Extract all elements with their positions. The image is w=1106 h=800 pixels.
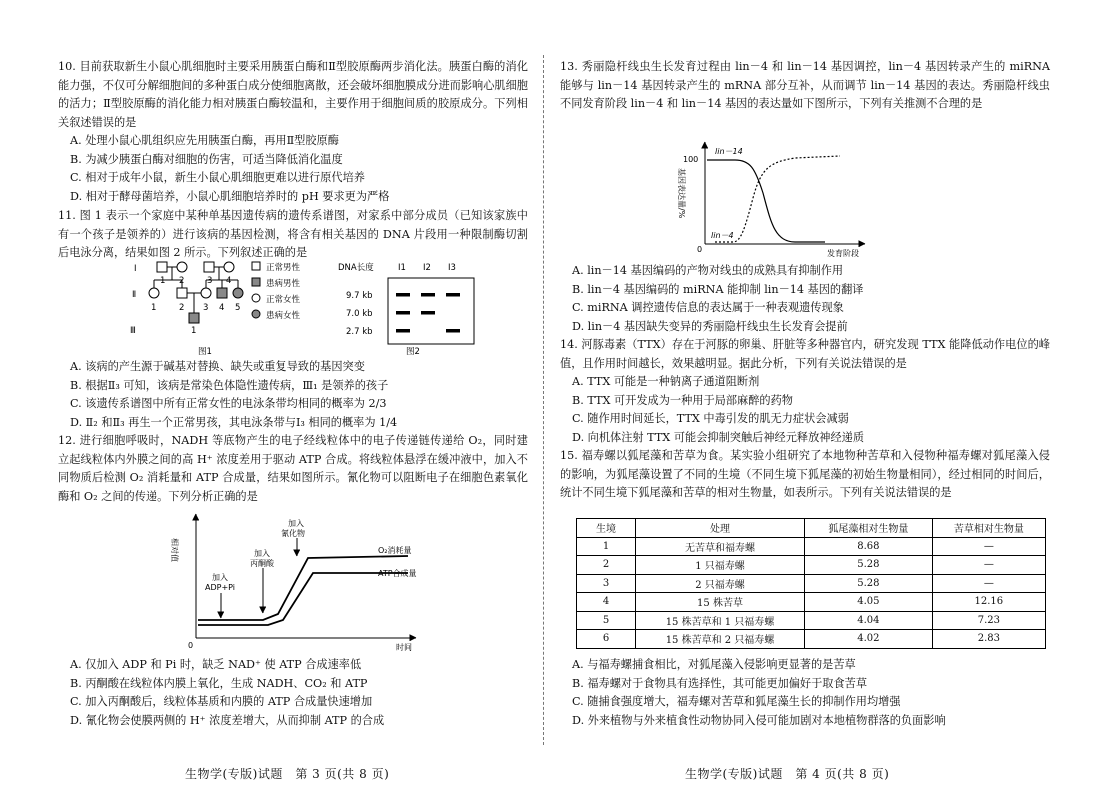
cell: 2.83 (932, 630, 1045, 649)
I2-normal-female (177, 262, 187, 272)
legend-affected-male: 患病男性 (266, 279, 301, 289)
band-label-7.0: 7.0 kb (346, 309, 373, 319)
ann-pyruvate-2: 丙酮酸 (250, 559, 274, 568)
q15-table (576, 518, 1046, 649)
band (396, 329, 410, 333)
gen-I-label: Ⅰ (134, 264, 137, 274)
q15-option-c: C. 随捕食强度增大，福寿螺对苦草和狐尾藻生长的抑制作用均增强 (572, 695, 901, 708)
question-13 (560, 58, 1050, 114)
cell: 4 (577, 593, 636, 612)
q12-xlabel: 时间 (396, 643, 412, 651)
th-treatment: 处理 (636, 519, 805, 538)
lane-I3: Ⅰ3 (448, 263, 456, 273)
q12-option-d: D. 氰化物会使膜两侧的 H⁺ 浓度差增大，从而抑制 ATP 的合成 (70, 713, 385, 727)
band (421, 311, 435, 315)
q13-graph (675, 138, 875, 258)
q14-option-b: B. TTX 可开发成为一种用于局部麻醉的药物 (572, 393, 793, 407)
q15-stem: 15. 福寿螺以狐尾藻和苦草为食。某实验小组研究了本地物种苦草和入侵物种福寿螺对狐尾藻入侵的影响，为狐尾藻设置了不同的生境（不同生境下狐尾藻的初始生物量相同），经过相同的时间后，统计不同生境下狐尾藻和苦草的相对生物量，如表所示。下列有关说法错误的是 (560, 449, 1050, 499)
cell: 6 (577, 630, 636, 649)
q13-option-c: C. miRNA 调控遗传信息的表达属于一种表观遗传现象 (572, 301, 844, 314)
q13-stem: 13. 秀丽隐杆线虫生长发育过程由 lin－4 和 lin－14 基因调控，lin－4 基因转录产生的 miRNA 能够与 lin－14 基因转录产生的 mRNA 部分互补，从而调节 lin－14 基因的表达。秀丽隐杆线虫不同发育阶段 lin－4 和 lin－14 基因的表达量如下图所示，下列有关推测不合理的是 (560, 60, 1050, 110)
cell: 15 株苦草 (636, 593, 805, 612)
fig2-caption: 图2 (406, 347, 420, 357)
cell: — (932, 537, 1045, 556)
q12-graph (168, 508, 428, 651)
legend-normal-male: 正常男性 (266, 263, 301, 273)
cell: 5.28 (805, 574, 933, 593)
electrophoresis-figure (336, 258, 486, 358)
cell: 4.05 (805, 593, 933, 612)
page-footer-right: 生物学(专版)试题 第 4 页(共 8 页) (685, 767, 890, 781)
lin14-label: lin－14 (715, 147, 743, 156)
cell: 4.04 (805, 611, 933, 630)
cell: — (932, 556, 1045, 575)
cell: 15 株苦草和 1 只福寿螺 (636, 611, 805, 630)
ind-label: 2 (179, 303, 185, 313)
q13-xlabel: 发育阶段 (827, 249, 859, 258)
q11-option-b: B. 根据Ⅱ₃ 可知，该病是常染色体隐性遗传病，Ⅲ₁ 是领养的孩子 (70, 378, 389, 392)
band-label-2.7: 2.7 kb (346, 327, 373, 337)
atp-synthesis-line (198, 573, 408, 625)
I1-normal-male (157, 262, 167, 272)
series-o2: O₂消耗量 (378, 546, 412, 555)
dna-length-header: DNA长度 (338, 263, 374, 273)
question-11 (58, 207, 528, 263)
table-header-row (577, 519, 1046, 538)
q12-options (58, 656, 528, 730)
ann-cyanide-1: 加入 (288, 519, 304, 528)
q11-option-c: C. 该遗传系谱图中所有正常女性的电泳条带均相同的概率为 2/3 (70, 397, 387, 410)
th-eelgrass: 苦草相对生物量 (932, 519, 1045, 538)
II1-normal-female (149, 288, 159, 298)
band (421, 293, 435, 297)
q14-option-c: C. 随作用时间延长，TTX 中毒引发的肌无力症状会减弱 (572, 412, 849, 425)
ann-adp-2: ADP+Pi (205, 583, 236, 592)
q12-option-a: A. 仅加入 ADP 和 Pi 时，缺乏 NAD⁺ 使 ATP 合成速率低 (70, 658, 362, 671)
q10-option-d: D. 相对于酵母菌培养，小鼠心肌细胞培养时的 pH 要求更为严格 (70, 189, 390, 203)
ann-cyanide-2: 氰化物 (281, 529, 305, 538)
q14-stem: 14. 河豚毒素（TTX）存在于河豚的卵巢、肝脏等多种器官内，研究发现 TTX 能降低动作电位的峰值，且作用时间越长，效果越明显。据此分析，下列有关说法错误的是 (560, 338, 1050, 370)
lin4-curve (715, 156, 840, 242)
ind-label: 3 (207, 276, 213, 286)
q15-options (560, 656, 1050, 730)
fig1-caption: 图1 (198, 347, 212, 357)
question-15 (560, 447, 1050, 503)
cell: 3 (577, 574, 636, 593)
ind-label: 1 (151, 303, 157, 313)
th-foxtail: 狐尾藻相对生物量 (805, 519, 933, 538)
q14-option-a: A. TTX 可能是一种钠离子通道阻断剂 (572, 375, 760, 388)
q10-option-a: A. 处理小鼠心肌组织应先用胰蛋白酶，再用Ⅱ型胶原酶 (70, 134, 339, 147)
q10-option-b: B. 为减少胰蛋白酶对细胞的伤害，可适当降低消化温度 (70, 152, 343, 166)
ind-label: 5 (235, 303, 241, 313)
q11-stem: 11. 图 1 表示一个家庭中某种单基因遗传病的遗传系谱图，对家系中部分成员（已知该家族中有一个孩子是领养的）进行该病的基因检测，将含有相关基因的 DNA 片段用一种限制酶切割后电泳分离，结果如图 2 所示。下列叙述正确的是 (58, 209, 528, 259)
page-divider (543, 55, 544, 745)
q12-ylabel: 相对值 (170, 538, 179, 562)
q13-ylabel: 基因表达量/% (677, 168, 686, 219)
lin4-label: lin－4 (711, 231, 734, 240)
question-14 (560, 336, 1050, 447)
gen-II-label: Ⅱ (132, 290, 137, 300)
question-10 (58, 58, 528, 206)
cell: 4.02 (805, 630, 933, 649)
q12-origin: 0 (188, 641, 194, 650)
II4-affected-male (217, 288, 227, 298)
q11-option-a: A. 该病的产生源于碱基对替换、缺失或重复导致的基因突变 (70, 360, 365, 373)
cell: 无苦草和福寿螺 (636, 537, 805, 556)
band-label-9.7: 9.7 kb (346, 291, 373, 301)
cell: 5.28 (805, 556, 933, 575)
cell: 5 (577, 611, 636, 630)
ind-label: 1 (160, 276, 166, 286)
lane-I2: Ⅰ2 (423, 263, 431, 273)
q13-options (560, 262, 1050, 336)
II3-normal-female (201, 288, 211, 298)
I3-normal-male (204, 262, 214, 272)
band (396, 311, 410, 315)
ann-adp-1: 加入 (212, 573, 228, 582)
band (446, 293, 460, 297)
q13-option-b: B. lin－4 基因编码的 miRNA 能抑制 lin－14 基因的翻译 (572, 282, 864, 296)
q10-option-c: C. 相对于成年小鼠，新生小鼠心肌细胞更难以进行原代培养 (70, 171, 365, 184)
ind-label: 2 (179, 276, 185, 286)
I4-normal-female (224, 262, 234, 272)
ind-label: 1 (191, 326, 197, 336)
q13-option-a: A. lin－14 基因编码的产物对线虫的成熟具有抑制作用 (572, 264, 844, 277)
lane-I1: Ⅰ1 (398, 263, 406, 273)
ind-label: 4 (219, 303, 225, 313)
th-habitat: 生境 (577, 519, 636, 538)
q12-option-c: C. 加入丙酮酸后，线粒体基质和内膜的 ATP 合成量快速增加 (70, 695, 373, 708)
q13-origin: 0 (697, 245, 703, 254)
question-12 (58, 432, 528, 506)
cell: 7.23 (932, 611, 1045, 630)
cell: 2 (577, 556, 636, 575)
cell: 8.68 (805, 537, 933, 556)
q10-stem: 10. 目前获取新生小鼠心肌细胞时主要采用胰蛋白酶和Ⅱ型胶原酶两步消化法。胰蛋白酶的消化能力强，不仅可分解细胞间的多种蛋白成分使细胞离散，还会破坏细胞膜成分进而影响心肌细胞的活力；Ⅱ型胶原酶的消化能力相对胰蛋白酶较温和，主要作用于细胞间质的胶原成分。下列相关叙述错误的是 (58, 60, 528, 129)
ann-pyruvate-1: 加入 (254, 549, 270, 558)
legend-normal-female: 正常女性 (266, 295, 301, 305)
II2-normal-male (177, 288, 187, 298)
table-row (577, 593, 1046, 612)
table-row (577, 537, 1046, 556)
q13-option-d: D. lin－4 基因缺失变异的秀丽隐杆线虫生长发育会提前 (572, 319, 848, 333)
gen-III-label: Ⅲ (130, 326, 136, 336)
series-atp: ATP合成量 (378, 569, 417, 578)
q12-stem: 12. 进行细胞呼吸时，NADH 等底物产生的电子经线粒体中的电子传递链传递给 O₂，同时建立起线粒体内外膜之间的高 H⁺ 浓度差用于驱动 ATP 合成。将线粒体悬浮在缓冲液中，加入不同物质后检测 O₂ 消耗量和 ATP 合成量，结果如图所示。氰化物可以阻断电子在细胞色素氧化酶和 O₂ 之间的传递。下列分析正确的是 (58, 434, 528, 503)
q14-option-d: D. 向机体注射 TTX 可能会抑制突触后神经元释放神经递质 (572, 430, 865, 444)
legend-affected-female: 患病女性 (266, 311, 301, 321)
band (446, 329, 460, 333)
page-footer-left: 生物学(专版)试题 第 3 页(共 8 页) (185, 767, 390, 781)
lin14-curve (707, 160, 825, 242)
cell: — (932, 574, 1045, 593)
table-row (577, 630, 1046, 649)
III1-affected-male (189, 313, 199, 323)
q15-option-a: A. 与福寿螺捕食相比，对狐尾藻入侵影响更显著的是苦草 (572, 658, 856, 671)
cell: 15 株苦草和 2 只福寿螺 (636, 630, 805, 649)
band (396, 293, 410, 297)
q12-option-b: B. 丙酮酸在线粒体内膜上氧化，生成 NADH、CO₂ 和 ATP (70, 676, 368, 690)
table-row (577, 611, 1046, 630)
pedigree-figure (118, 258, 338, 358)
cell: 12.16 (932, 593, 1045, 612)
ind-label: 4 (226, 276, 232, 286)
y100-label: 100 (683, 155, 699, 164)
q11-options (58, 358, 528, 432)
q15-option-b: B. 福寿螺对于食物具有选择性，其可能更加偏好于取食苦草 (572, 676, 868, 690)
ind-label: 3 (203, 303, 209, 313)
cell: 2 只福寿螺 (636, 574, 805, 593)
II5-affected-female (233, 288, 243, 298)
table-row (577, 556, 1046, 575)
q11-option-d: D. Ⅱ₂ 和Ⅱ₃ 再生一个正常男孩，其电泳条带与Ⅰ₃ 相同的概率为 1/4 (70, 415, 398, 429)
q15-option-d: D. 外来植物与外来植食性动物协同入侵可能加剧对本地植物群落的负面影响 (572, 713, 946, 727)
cell: 1 只福寿螺 (636, 556, 805, 575)
table-row (577, 574, 1046, 593)
cell: 1 (577, 537, 636, 556)
